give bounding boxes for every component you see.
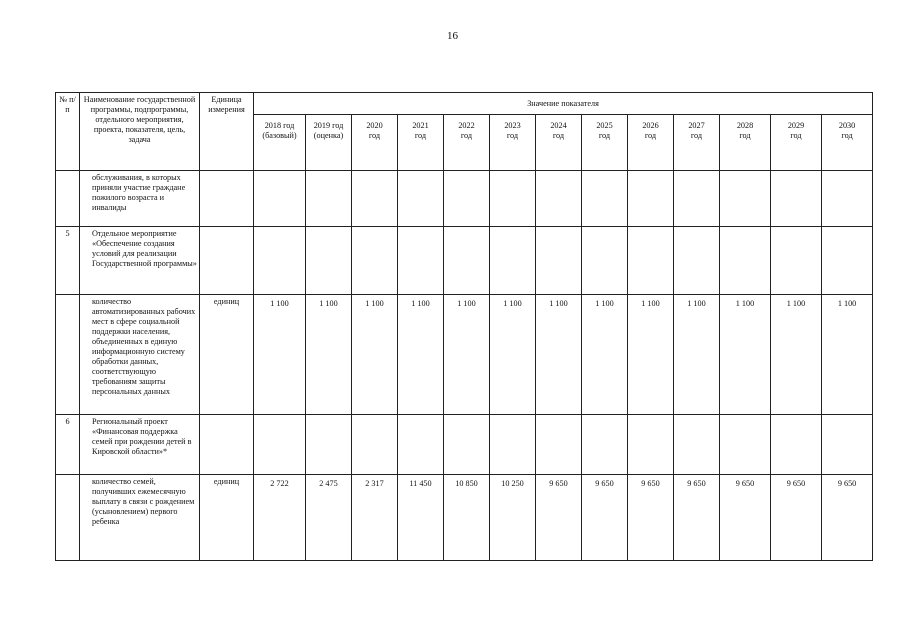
row-value: 2 475 <box>306 475 352 561</box>
header-row-1 <box>56 93 873 115</box>
row-value: 1 100 <box>771 295 822 415</box>
header-year <box>720 115 771 171</box>
header-year-note: год <box>841 131 853 140</box>
row-value <box>398 227 444 295</box>
header-year-note: год <box>414 131 427 140</box>
indicator-table <box>55 92 873 561</box>
table-row <box>56 415 873 475</box>
header-year <box>628 115 674 171</box>
row-value <box>444 415 490 475</box>
row-value: 9 650 <box>771 475 822 561</box>
header-year-label: 2028 <box>736 121 754 130</box>
row-value <box>254 171 306 227</box>
row-value <box>536 227 582 295</box>
row-value <box>254 227 306 295</box>
header-year-label: 2029 <box>787 121 805 130</box>
row-name: Отдельное мероприятие «Обеспечение создания условий для реализации Государственной программы» <box>80 227 200 295</box>
row-value: 9 650 <box>628 475 674 561</box>
row-unit: единиц <box>200 295 254 415</box>
row-value <box>771 415 822 475</box>
header-year <box>352 115 398 171</box>
row-value <box>674 227 720 295</box>
row-value <box>352 227 398 295</box>
row-value <box>771 227 822 295</box>
row-value: 1 100 <box>254 295 306 415</box>
row-number <box>56 171 80 227</box>
header-year-label: 2022 <box>458 121 475 130</box>
row-value: 1 100 <box>398 295 444 415</box>
row-value <box>490 415 536 475</box>
header-year-note: год <box>506 131 519 140</box>
header-year <box>444 115 490 171</box>
row-name: Региональный проект «Финансовая поддержка семей при рождении детей в Кировской области»* <box>80 415 200 475</box>
row-value <box>536 415 582 475</box>
row-value: 2 722 <box>254 475 306 561</box>
row-value: 2 317 <box>352 475 398 561</box>
row-number: 5 <box>56 227 80 295</box>
row-value: 9 650 <box>536 475 582 561</box>
header-year-note: год <box>739 131 751 140</box>
row-value <box>306 227 352 295</box>
row-value: 1 100 <box>536 295 582 415</box>
row-value: 9 650 <box>720 475 771 561</box>
header-year-label: 2030 <box>838 121 856 130</box>
row-number <box>56 475 80 561</box>
table-row <box>56 475 873 561</box>
header-year <box>398 115 444 171</box>
row-value <box>720 415 771 475</box>
header-year-label: 2018 год <box>264 121 295 130</box>
row-value: 9 650 <box>674 475 720 561</box>
header-no: № п/п <box>56 93 80 171</box>
row-value <box>582 415 628 475</box>
header-year <box>254 115 306 171</box>
row-value <box>720 227 771 295</box>
table-row <box>56 171 873 227</box>
header-year <box>822 115 873 171</box>
row-value: 1 100 <box>490 295 536 415</box>
header-values: Значение показателя <box>254 93 873 115</box>
row-value <box>720 171 771 227</box>
row-unit <box>200 227 254 295</box>
header-year <box>582 115 628 171</box>
row-value <box>822 171 873 227</box>
header-year-label: 2026 <box>642 121 659 130</box>
row-value <box>398 415 444 475</box>
row-value: 10 250 <box>490 475 536 561</box>
row-value <box>398 171 444 227</box>
row-value <box>444 227 490 295</box>
header-year-label: 2027 <box>688 121 705 130</box>
row-value: 11 450 <box>398 475 444 561</box>
row-value: 1 100 <box>822 295 873 415</box>
row-value <box>444 171 490 227</box>
row-name: количество автоматизированных рабочих мест в сфере социальной поддержки населения, объединенных в единую информационную систему обработки данных, соответствующую требованиям защиты персональных данных <box>80 295 200 415</box>
row-name: обслуживания, в которых приняли участие граждане пожилого возраста и инвалиды <box>80 171 200 227</box>
row-value: 1 100 <box>352 295 398 415</box>
row-value: 1 100 <box>582 295 628 415</box>
header-unit: Единица измерения <box>200 93 254 171</box>
row-value <box>582 171 628 227</box>
row-value <box>306 171 352 227</box>
header-year-note: (оценка) <box>313 131 344 140</box>
header-year-note: год <box>552 131 565 140</box>
row-value: 9 650 <box>582 475 628 561</box>
header-year-note: год <box>690 131 703 140</box>
row-value <box>674 415 720 475</box>
row-value: 1 100 <box>674 295 720 415</box>
row-value <box>822 227 873 295</box>
row-value <box>490 171 536 227</box>
header-year-note: год <box>598 131 611 140</box>
row-value <box>628 171 674 227</box>
row-value <box>490 227 536 295</box>
row-value <box>628 415 674 475</box>
header-name: Наименование государственной программы, подпрограммы, отдельного мероприятия, проекта, показателя, цель, задача <box>80 93 200 171</box>
row-value: 1 100 <box>720 295 771 415</box>
header-year-label: 2024 <box>550 121 567 130</box>
header-year-note: год <box>460 131 473 140</box>
header-year-label: 2023 <box>504 121 521 130</box>
header-year-label: 2020 <box>366 121 383 130</box>
row-value: 1 100 <box>306 295 352 415</box>
row-value: 10 850 <box>444 475 490 561</box>
row-value <box>352 171 398 227</box>
header-year <box>306 115 352 171</box>
row-value <box>352 415 398 475</box>
row-unit <box>200 415 254 475</box>
row-value <box>674 171 720 227</box>
row-value <box>822 415 873 475</box>
header-year <box>771 115 822 171</box>
header-year <box>536 115 582 171</box>
header-year-note: год <box>790 131 802 140</box>
row-value <box>536 171 582 227</box>
header-year-note: год <box>368 131 381 140</box>
row-value: 1 100 <box>444 295 490 415</box>
row-number <box>56 295 80 415</box>
table-row <box>56 295 873 415</box>
header-year-label: 2019 год <box>313 121 344 130</box>
row-value <box>628 227 674 295</box>
row-name: количество семей, получивших ежемесячную выплату в связи с рождением (усыновлением) первого ребенка <box>80 475 200 561</box>
table-row <box>56 227 873 295</box>
header-year-label: 2021 <box>412 121 429 130</box>
row-unit <box>200 171 254 227</box>
row-unit: единиц <box>200 475 254 561</box>
row-value <box>306 415 352 475</box>
header-year <box>490 115 536 171</box>
row-value <box>771 171 822 227</box>
header-year-note: год <box>644 131 657 140</box>
row-value: 9 650 <box>822 475 873 561</box>
header-year-note: (базовый) <box>262 131 297 140</box>
row-number: 6 <box>56 415 80 475</box>
header-year-label: 2025 <box>596 121 613 130</box>
row-value: 1 100 <box>628 295 674 415</box>
header-year <box>674 115 720 171</box>
row-value <box>254 415 306 475</box>
row-value <box>582 227 628 295</box>
page-number: 16 <box>447 30 458 42</box>
